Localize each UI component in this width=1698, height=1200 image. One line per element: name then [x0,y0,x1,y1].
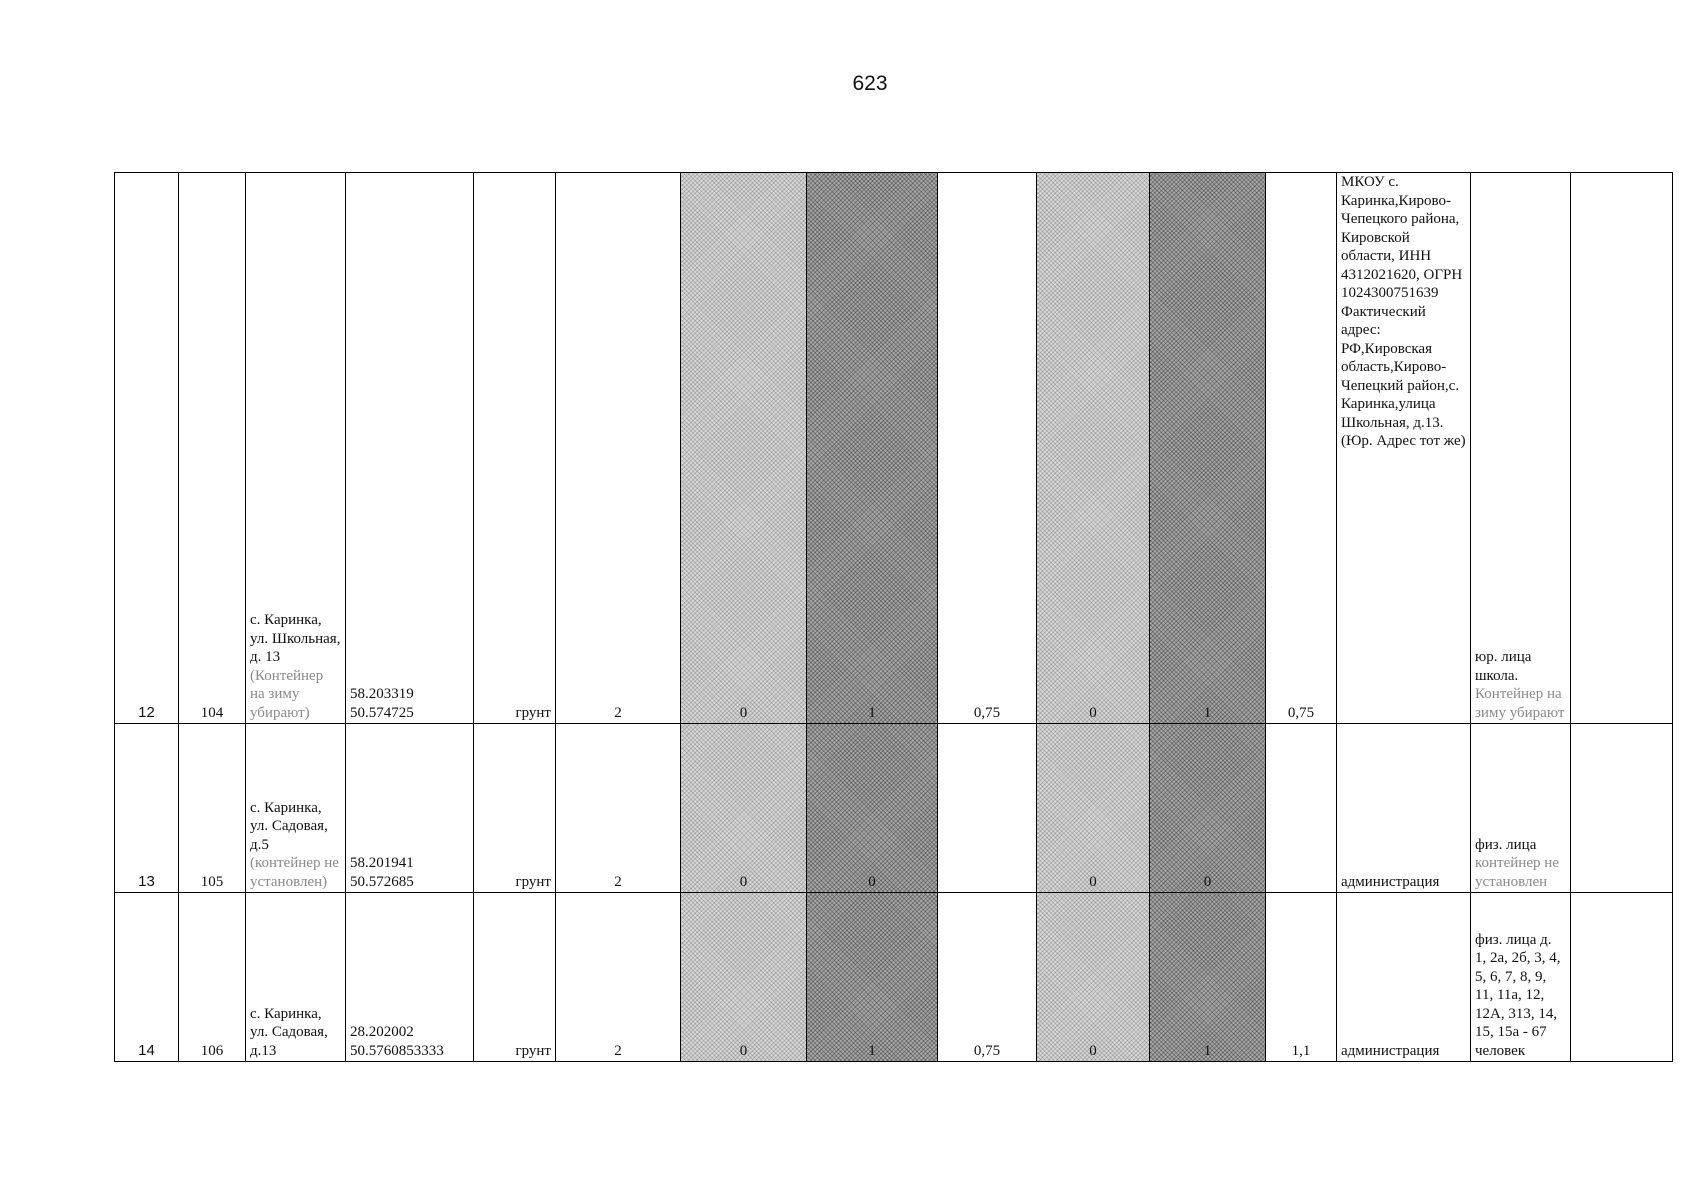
coord-lon: 50.572685 [350,873,414,890]
containers-planned-2: 0 [1037,173,1150,724]
site-owner: МКОУ с. Каринка,Кирово-Чепецкого района, Кировской области, ИНН 4312021620, ОГРН 1024300751639 Фактический адрес: РФ,Кировская область,Кирово-Чепецкий район,с. Каринка,улица Школьная, д.13.(Юр. Адрес тот же) [1337,173,1471,724]
site-area: 2 [556,173,681,724]
row-index: 14 [115,893,179,1062]
site-id: 105 [179,724,246,893]
row-index: 13 [115,724,179,893]
site-area: 2 [556,724,681,893]
coord-lon: 50.5760853333 [350,1042,444,1059]
container-volume: 0,75 [938,173,1037,724]
row-index: 12 [115,173,179,724]
containers-existing-2: 0 [1150,724,1266,893]
site-id: 104 [179,173,246,724]
address-text: с. Каринка, ул. Садовая, д.13 [250,1005,328,1059]
site-address [246,173,346,724]
site-area: 2 [556,893,681,1062]
containers-existing: 1 [807,893,938,1062]
waste-source: физ. лица д. 1, 2а, 2б, 3, 4, 5, 6, 7, 8, 9, 11, 11а, 12, 12А, 313, 14, 15, 15а - 67 человек [1471,893,1571,1062]
site-owner: администрация [1337,893,1471,1062]
address-note: (Контейнер на зиму убирают) [250,667,324,721]
site-address [246,724,346,893]
containers-planned: 0 [681,893,807,1062]
volume-total: 0,75 [1266,173,1337,724]
source-note: Контейнер на зиму убирают [1475,686,1565,721]
table-row [115,724,1673,893]
coord-lat: 28.202002 [350,1024,414,1040]
empty-cell [1571,173,1673,724]
containers-planned-2: 0 [1037,724,1150,893]
site-coordinates [346,173,474,724]
source-text: юр. лица школа. [1475,649,1532,684]
site-address [246,893,346,1062]
surface-type: грунт [474,724,556,893]
containers-planned: 0 [681,724,807,893]
containers-planned: 0 [681,173,807,724]
empty-cell [1571,724,1673,893]
waste-source [1471,173,1571,724]
surface-type: грунт [474,173,556,724]
volume-total: 1,1 [1266,893,1337,1062]
address-text: с. Каринка, ул. Садовая, д.5 [250,799,328,853]
table-row [115,173,1673,724]
site-owner: администрация [1337,724,1471,893]
empty-cell [1571,893,1673,1062]
page-number: 623 [852,72,888,95]
site-coordinates [346,893,474,1062]
coord-lon: 50.574725 [350,704,414,721]
site-id: 106 [179,893,246,1062]
surface-type: грунт [474,893,556,1062]
source-note: контейнер не установлен [1475,855,1559,890]
waste-source [1471,724,1571,893]
volume-total [1266,724,1337,893]
site-coordinates [346,724,474,893]
source-text: физ. лица [1475,836,1537,853]
containers-existing-2: 1 [1150,893,1266,1062]
containers-planned-2: 0 [1037,893,1150,1062]
container-volume: 0,75 [938,893,1037,1062]
containers-existing: 0 [807,724,938,893]
coord-lat: 58.201941 [350,855,414,871]
containers-existing-2: 1 [1150,173,1266,724]
table-row [115,893,1673,1062]
container-sites-table [114,172,1673,1062]
coord-lat: 58.203319 [350,686,414,702]
container-volume [938,724,1037,893]
address-note: (контейнер не установлен) [250,855,339,890]
address-text: с. Каринка, ул. Школьная, д. 13 [250,612,341,665]
containers-existing: 1 [807,173,938,724]
